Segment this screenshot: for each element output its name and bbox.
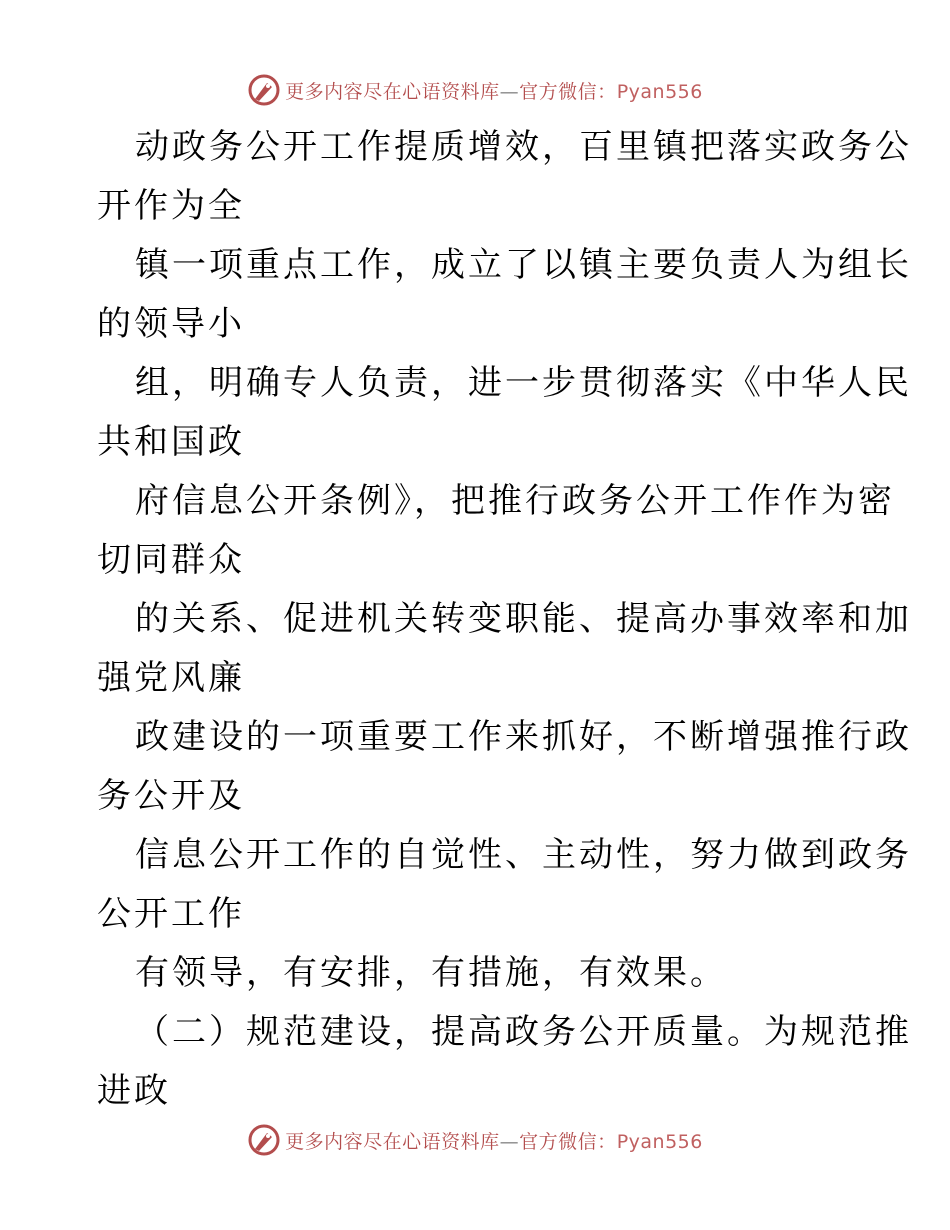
- text-line: 府信息公开条例》，把推行政务公开工作作为密: [135, 481, 895, 521]
- text-line: 进政: [97, 1071, 171, 1111]
- text-line: 开作为全: [97, 186, 245, 226]
- header-watermark: [0, 70, 950, 110]
- text-line: 信息公开工作的自觉性、主动性，努力做到政务: [135, 835, 912, 875]
- watermark-contact: 官方微信：: [519, 1130, 617, 1153]
- text-line: （二）规范建设，提高政务公开质量。为规范推: [135, 1012, 912, 1052]
- pen-nib-seal-icon: [247, 73, 281, 107]
- footer-watermark: [0, 1120, 950, 1160]
- text-line: 有领导，有安排，有措施，有效果。: [135, 953, 727, 993]
- watermark-brand: 更多内容尽在心语资料库: [285, 80, 500, 103]
- text-line: 的关系、促进机关转变职能、提高办事效率和加: [135, 599, 912, 639]
- text-line: 动政务公开工作提质增效，百里镇把落实政务公: [135, 127, 912, 167]
- document-body: [97, 118, 912, 1121]
- watermark-wechat-id: Pyan556: [616, 1130, 703, 1153]
- watermark-separator: —: [499, 1130, 520, 1153]
- watermark-wechat-id: Pyan556: [616, 80, 703, 103]
- watermark-contact: 官方微信：: [519, 80, 617, 103]
- text-line: 公开工作: [97, 894, 245, 934]
- text-line: 共和国政: [97, 422, 245, 462]
- watermark-separator: —: [499, 80, 520, 103]
- watermark-brand: 更多内容尽在心语资料库: [285, 1130, 500, 1153]
- text-line: 的领导小: [97, 304, 245, 344]
- text-line: 组，明确专人负责，进一步贯彻落实《中华人民: [135, 363, 912, 403]
- text-line: 务公开及: [97, 776, 245, 816]
- text-line: 切同群众: [97, 540, 245, 580]
- text-line: 政建设的一项重要工作来抓好，不断增强推行政: [135, 717, 912, 757]
- text-line: 镇一项重点工作，成立了以镇主要负责人为组长: [135, 245, 912, 285]
- pen-nib-seal-icon: [247, 1123, 281, 1157]
- text-line: 强党风廉: [97, 658, 245, 698]
